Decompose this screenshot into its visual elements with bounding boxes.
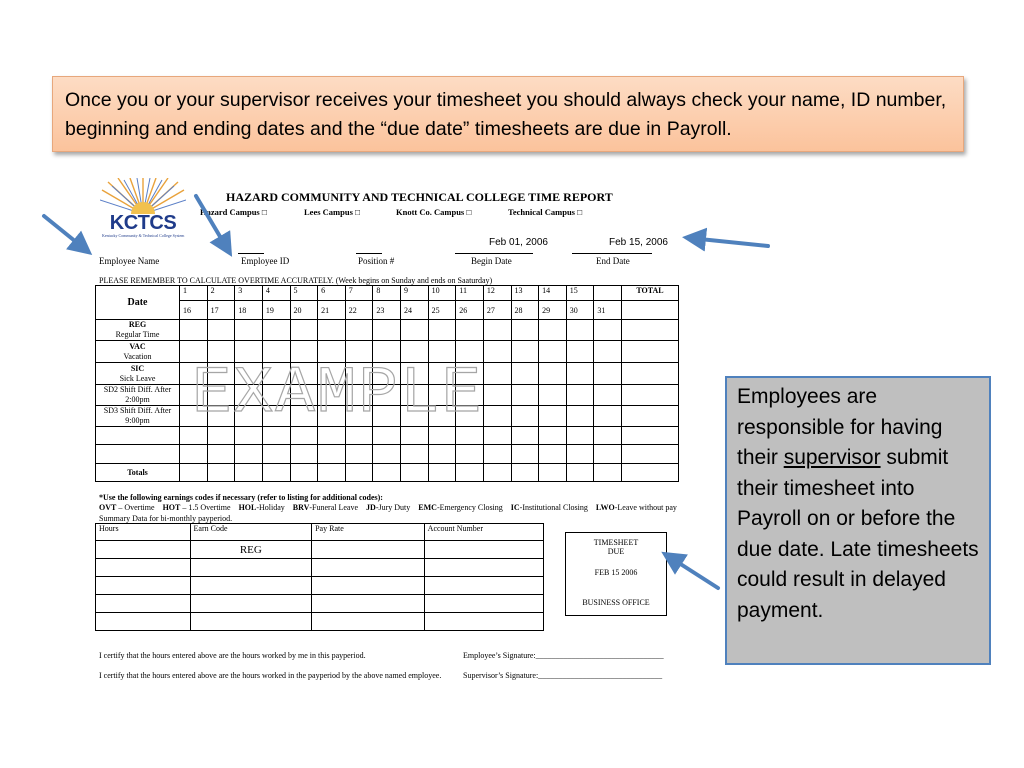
hours-cell[interactable] xyxy=(622,406,679,427)
hours-cell[interactable] xyxy=(622,341,679,363)
hours-cell[interactable] xyxy=(456,445,484,464)
hours-cell[interactable] xyxy=(511,363,539,385)
hours-cell[interactable] xyxy=(566,427,594,445)
row-label xyxy=(96,406,180,427)
day-cell: 16 xyxy=(180,301,208,320)
hours-cell[interactable] xyxy=(290,320,318,341)
day-cell: 18 xyxy=(235,301,263,320)
hours-cell[interactable] xyxy=(262,445,290,464)
earn-code: SIC xyxy=(130,363,145,373)
day-cell: 13 xyxy=(511,286,539,301)
logo-text: KCTCS xyxy=(109,212,177,234)
hours-cell[interactable] xyxy=(594,427,622,445)
hours-cell[interactable] xyxy=(483,427,511,445)
summary-cell[interactable] xyxy=(190,595,312,613)
hours-cell[interactable] xyxy=(483,320,511,341)
summary-cell[interactable] xyxy=(312,613,425,631)
hours-row xyxy=(96,445,679,464)
day-cell: 7 xyxy=(345,286,373,301)
code-desc: -Funeral Leave xyxy=(309,503,359,512)
totals-cell[interactable] xyxy=(622,464,679,482)
day-cell: 8 xyxy=(373,286,401,301)
day-cell: 24 xyxy=(401,301,429,320)
code-desc: – 1.5 Overtime xyxy=(180,503,231,512)
hours-cell[interactable] xyxy=(373,445,401,464)
code-desc: -Institutional Closing xyxy=(519,503,588,512)
totals-cell[interactable] xyxy=(483,464,511,482)
summary-row xyxy=(96,541,544,559)
hours-cell[interactable] xyxy=(401,320,429,341)
hours-cell[interactable] xyxy=(622,363,679,385)
summary-header: Earn Code xyxy=(190,524,312,541)
overtime-note: PLEASE REMEMBER TO CALCULATE OVERTIME ACCURATELY. (Week begins on Sunday and ends on Saaturday) xyxy=(99,276,493,285)
totals-cell[interactable] xyxy=(345,464,373,482)
summary-cell[interactable] xyxy=(312,577,425,595)
campus-hazard: Hazard Campus □ xyxy=(200,207,267,217)
hours-cell[interactable] xyxy=(290,445,318,464)
code-abbrev: BRV xyxy=(292,503,310,512)
hours-cell[interactable] xyxy=(180,320,208,341)
summary-row xyxy=(96,613,544,631)
day-cell: 12 xyxy=(483,286,511,301)
due-line1: TIMESHEET xyxy=(593,538,639,547)
hours-cell[interactable] xyxy=(235,320,263,341)
summary-header: Account Number xyxy=(424,524,543,541)
hours-cell[interactable] xyxy=(594,445,622,464)
hours-cell[interactable] xyxy=(622,320,679,341)
summary-cell[interactable] xyxy=(190,577,312,595)
hours-cell[interactable] xyxy=(539,406,567,427)
code-desc: – Overtime xyxy=(116,503,155,512)
hours-cell[interactable] xyxy=(594,406,622,427)
day-cell: 27 xyxy=(483,301,511,320)
kctcs-logo xyxy=(100,178,186,240)
hours-cell[interactable] xyxy=(622,445,679,464)
day-cell xyxy=(594,286,622,301)
totals-cell[interactable] xyxy=(290,464,318,482)
summary-cell[interactable] xyxy=(96,541,191,559)
summary-cell[interactable] xyxy=(312,541,425,559)
summary-cell[interactable] xyxy=(312,559,425,577)
hours-cell[interactable] xyxy=(594,385,622,406)
summary-cell[interactable] xyxy=(96,577,191,595)
day-row-2 xyxy=(96,301,679,320)
code-abbrev: JD xyxy=(366,503,376,512)
hours-cell[interactable] xyxy=(511,427,539,445)
totals-cell[interactable] xyxy=(262,464,290,482)
end-date-label: End Date xyxy=(596,256,630,266)
hours-cell[interactable] xyxy=(345,320,373,341)
day-cell: 29 xyxy=(539,301,567,320)
instruction-callout xyxy=(52,76,964,152)
supervisor-signature-line: Supervisor’s Signature:_______________________________ xyxy=(463,671,663,680)
hours-cell[interactable] xyxy=(511,385,539,406)
hours-cell[interactable] xyxy=(318,445,346,464)
code-abbrev: HOL xyxy=(238,503,257,512)
day-cell: 15 xyxy=(566,286,594,301)
hours-cell[interactable] xyxy=(566,445,594,464)
hours-cell[interactable] xyxy=(483,363,511,385)
hours-cell[interactable] xyxy=(594,320,622,341)
campus-technical: Technical Campus □ xyxy=(508,207,583,217)
hours-cell[interactable] xyxy=(511,406,539,427)
hours-cell[interactable] xyxy=(622,427,679,445)
hours-cell[interactable] xyxy=(483,445,511,464)
hours-cell[interactable] xyxy=(539,445,567,464)
totals-cell[interactable] xyxy=(594,464,622,482)
hours-cell[interactable] xyxy=(622,385,679,406)
day-cell: 28 xyxy=(511,301,539,320)
day-cell: 11 xyxy=(456,286,484,301)
totals-cell[interactable] xyxy=(539,464,567,482)
row-label xyxy=(96,341,180,363)
employee-id-label: Employee ID xyxy=(241,256,290,266)
hours-cell[interactable] xyxy=(207,445,235,464)
totals-cell[interactable] xyxy=(456,464,484,482)
hours-cell[interactable] xyxy=(262,320,290,341)
position-underline xyxy=(356,253,382,254)
summary-row xyxy=(96,595,544,613)
hours-cell[interactable] xyxy=(539,341,567,363)
totals-cell[interactable] xyxy=(235,464,263,482)
arrow-due-box xyxy=(668,556,718,588)
day-cell: 14 xyxy=(539,286,567,301)
day-cell: 1 xyxy=(180,286,208,301)
totals-cell[interactable] xyxy=(428,464,456,482)
day-cell: 10 xyxy=(428,286,456,301)
employee-certification: I certify that the hours entered above are the hours worked by me in this payperiod. xyxy=(99,651,366,660)
total-cell xyxy=(622,301,679,320)
summary-cell[interactable] xyxy=(424,613,543,631)
employee-name-label: Employee Name xyxy=(99,256,160,266)
day-cell: 31 xyxy=(594,301,622,320)
hours-cell[interactable] xyxy=(428,320,456,341)
totals-cell[interactable] xyxy=(511,464,539,482)
summary-header: Hours xyxy=(96,524,191,541)
summary-row xyxy=(96,577,544,595)
due-office: BUSINESS OFFICE xyxy=(582,598,650,607)
summary-table xyxy=(95,523,544,631)
hours-cell[interactable] xyxy=(401,445,429,464)
day-cell: 25 xyxy=(428,301,456,320)
day-cell: 20 xyxy=(290,301,318,320)
earnings-codes-line xyxy=(99,503,685,512)
day-cell: 26 xyxy=(456,301,484,320)
summary-row xyxy=(96,559,544,577)
earn-code: REG xyxy=(128,320,147,329)
day-row-1 xyxy=(96,286,679,301)
summary-cell[interactable] xyxy=(96,559,191,577)
hours-cell[interactable] xyxy=(180,445,208,464)
hours-cell[interactable] xyxy=(483,385,511,406)
codes-heading: *Use the following earnings codes if necessary (refer to listing for additional codes): xyxy=(99,493,383,502)
day-cell: 21 xyxy=(318,301,346,320)
earn-code: VAC xyxy=(129,341,146,351)
arrow-dates xyxy=(690,238,768,246)
supervisor-certification: I certify that the hours entered above are the hours worked in the payperiod by the above named employee. xyxy=(99,671,442,680)
code-abbrev: LWO xyxy=(595,503,615,512)
day-cell: 23 xyxy=(373,301,401,320)
day-cell: 22 xyxy=(345,301,373,320)
code-abbrev: EMC xyxy=(418,503,437,512)
totals-cell[interactable] xyxy=(373,464,401,482)
summary-cell[interactable] xyxy=(424,541,543,559)
summary-cell[interactable] xyxy=(424,577,543,595)
arrow-employee-name xyxy=(44,216,86,250)
hours-cell[interactable] xyxy=(345,445,373,464)
responsibility-text-a: Employees are responsible for having their xyxy=(737,385,943,469)
code-desc: -Leave without pay xyxy=(614,503,677,512)
responsibility-text-b: submit their timesheet into Payroll on or before the due date. Late timesheets could result in delayed payment. xyxy=(737,446,979,622)
totals-cell[interactable] xyxy=(180,464,208,482)
row-label xyxy=(96,445,180,464)
totals-label: Totals xyxy=(96,464,180,482)
hours-cell[interactable] xyxy=(511,341,539,363)
day-cell: 2 xyxy=(207,286,235,301)
hours-cell[interactable] xyxy=(539,427,567,445)
earn-desc: Regular Time xyxy=(115,330,160,339)
timesheet-due-box xyxy=(565,532,667,616)
campus-lees: Lees Campus □ xyxy=(304,207,361,217)
hours-cell[interactable] xyxy=(566,341,594,363)
summary-cell[interactable] xyxy=(190,613,312,631)
day-cell: 5 xyxy=(290,286,318,301)
day-cell: 19 xyxy=(262,301,290,320)
date-header: Date xyxy=(96,286,180,320)
hours-cell[interactable] xyxy=(235,445,263,464)
row-label xyxy=(96,385,180,406)
total-header: TOTAL xyxy=(622,286,679,301)
hours-cell[interactable] xyxy=(511,320,539,341)
day-cell: 17 xyxy=(207,301,235,320)
totals-cell[interactable] xyxy=(318,464,346,482)
position-label: Position # xyxy=(358,256,395,266)
day-cell: 3 xyxy=(235,286,263,301)
arrow-employee-id xyxy=(196,196,228,250)
code-desc: -Jury Duty xyxy=(375,503,411,512)
responsibility-callout xyxy=(725,376,991,665)
summary-cell[interactable] xyxy=(96,613,191,631)
due-date: FEB 15 2006 xyxy=(594,568,638,577)
employee-signature-line: Employee’s Signature:________________________________ xyxy=(463,651,664,660)
hours-cell[interactable] xyxy=(511,445,539,464)
hours-cell[interactable] xyxy=(594,363,622,385)
code-abbrev: OVT xyxy=(99,503,117,512)
hours-cell[interactable] xyxy=(373,320,401,341)
logo-subtext: Kentucky Community & Technical College System xyxy=(102,233,185,238)
hours-cell[interactable] xyxy=(483,406,511,427)
hours-cell[interactable] xyxy=(428,445,456,464)
end-underline xyxy=(572,253,652,254)
hours-cell[interactable] xyxy=(566,320,594,341)
totals-cell[interactable] xyxy=(566,464,594,482)
row-label xyxy=(96,363,180,385)
day-cell: 9 xyxy=(401,286,429,301)
earn-desc: SD2 Shift Diff. After 2:00pm xyxy=(103,385,172,404)
day-cell: 30 xyxy=(566,301,594,320)
summary-header: Pay Rate xyxy=(312,524,425,541)
hours-cell[interactable] xyxy=(594,341,622,363)
form-title: HAZARD COMMUNITY AND TECHNICAL COLLEGE TIME REPORT xyxy=(226,190,613,204)
summary-cell[interactable] xyxy=(96,595,191,613)
hours-cell[interactable] xyxy=(566,363,594,385)
totals-cell[interactable] xyxy=(207,464,235,482)
begin-underline xyxy=(455,253,533,254)
hours-cell[interactable] xyxy=(539,363,567,385)
code-desc: -Emergency Closing xyxy=(436,503,503,512)
begin-date-value: Feb 01, 2006 xyxy=(489,237,548,248)
end-date-value: Feb 15, 2006 xyxy=(609,237,668,248)
summary-header-row xyxy=(96,524,544,541)
code-abbrev: HOT xyxy=(162,503,181,512)
code-abbrev: IC xyxy=(510,503,520,512)
hours-cell[interactable] xyxy=(318,320,346,341)
row-label xyxy=(96,320,180,341)
summary-cell[interactable] xyxy=(424,559,543,577)
supervisor-underlined: supervisor xyxy=(783,446,881,469)
campus-knott: Knott Co. Campus □ xyxy=(396,207,472,217)
begin-date-label: Begin Date xyxy=(471,256,512,266)
hours-cell[interactable] xyxy=(539,385,567,406)
totals-cell[interactable] xyxy=(401,464,429,482)
hours-row xyxy=(96,320,679,341)
summary-label: Summary Data for bi-monthly payperiod. xyxy=(99,514,233,523)
sunburst-icon xyxy=(100,178,186,214)
earn-desc: Vacation xyxy=(123,351,152,361)
summary-cell[interactable] xyxy=(424,595,543,613)
day-cell: 4 xyxy=(262,286,290,301)
earn-desc: SD3 Shift Diff. After 9:00pm xyxy=(103,406,172,425)
summary-cell[interactable]: REG xyxy=(190,541,312,559)
hours-cell[interactable] xyxy=(456,320,484,341)
hours-cell[interactable] xyxy=(566,406,594,427)
summary-cell[interactable] xyxy=(312,595,425,613)
hours-cell[interactable] xyxy=(207,320,235,341)
due-line2: DUE xyxy=(607,547,625,556)
instruction-text: Once you or your supervisor receives your timesheet you should always check your name, ID number, beginning and ending dates and the “due date” timesheets are due in Payroll. xyxy=(65,89,947,140)
summary-cell[interactable] xyxy=(190,559,312,577)
earn-desc: Sick Leave xyxy=(119,373,156,383)
hours-cell[interactable] xyxy=(539,320,567,341)
id-underline xyxy=(238,253,264,254)
hours-cell[interactable] xyxy=(483,341,511,363)
totals-row xyxy=(96,464,679,482)
hours-cell[interactable] xyxy=(566,385,594,406)
day-cell: 6 xyxy=(318,286,346,301)
example-watermark: EXAMPLE xyxy=(192,356,484,431)
row-label xyxy=(96,427,180,445)
code-desc: -Holiday xyxy=(256,503,285,512)
